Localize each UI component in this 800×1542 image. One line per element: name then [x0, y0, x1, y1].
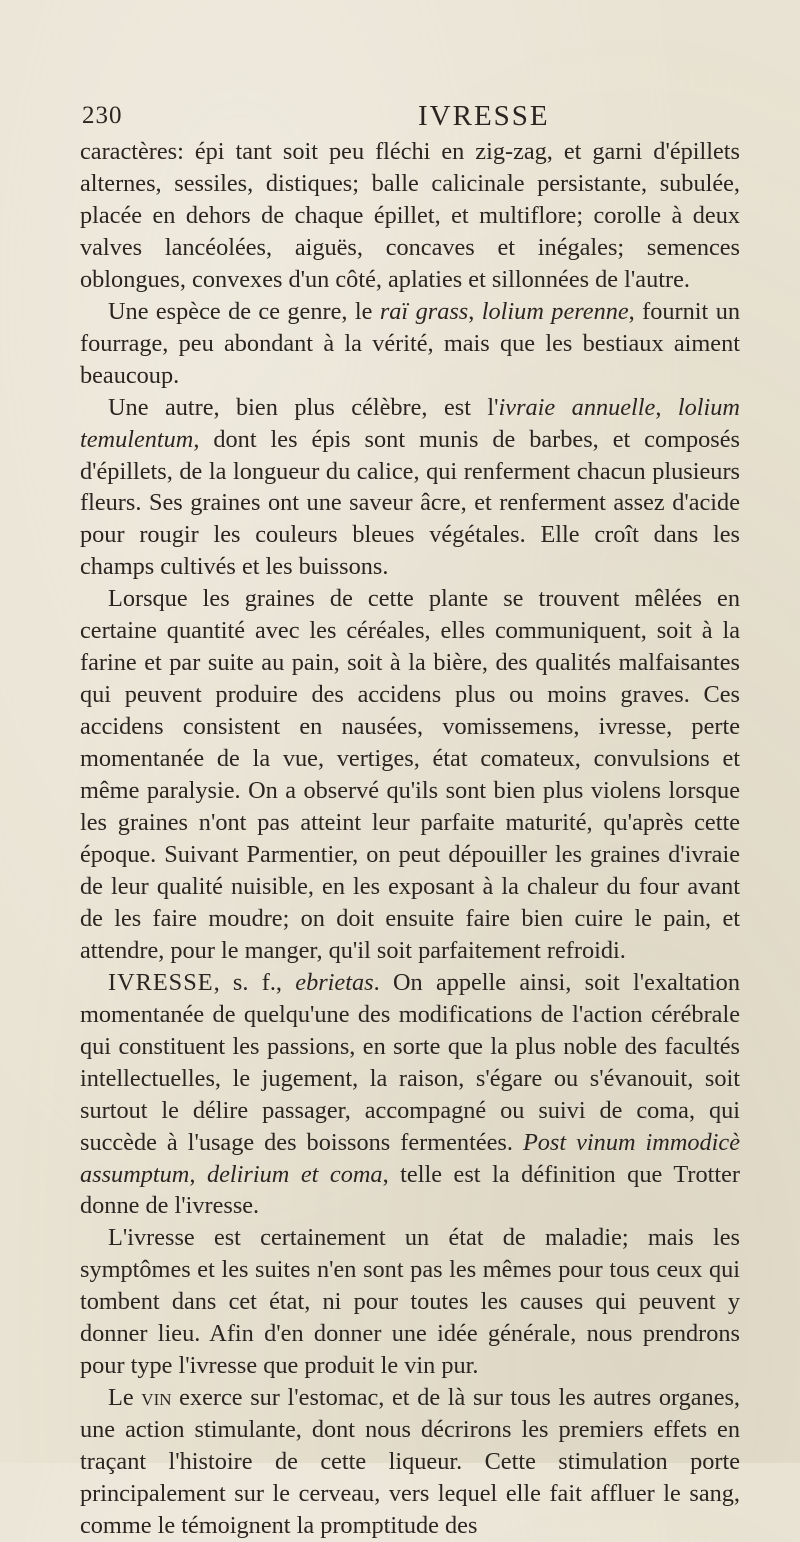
paragraph-text: Le [108, 1384, 142, 1412]
body-text [80, 136, 740, 1542]
entry-headword: IVRESSE [108, 968, 214, 996]
paragraph-vin [80, 1382, 740, 1542]
paragraph-text: L'ivresse est certainement un état de maladie; mais les symptômes et les suites n'en sont pas les mêmes pour tous ceux qui tombent dans cet état, ni pour toutes les causes qui peuvent y donner lieu. Afin d'en donner une idée générale, nous prendrons pour type l'ivresse que produit le vin pur. [80, 1224, 740, 1380]
paragraph-text: exerce sur l'estomac, et de là sur tous les autres organes, une action stimulante, dont nous décrirons les premiers effets en traçant l'histoire de cette liqueur. Cette stimulation porte principalement sur le cerveau, vers lequel elle fait affluer le sang, comme le témoignent la promptitude des [80, 1384, 741, 1539]
paragraph-accidens [80, 583, 740, 966]
paragraph-ivresse-entry [80, 967, 740, 1223]
page-number: 230 [82, 102, 123, 129]
paragraph-text: caractères: épi tant soit peu fléchi en zig-zag, et garni d'épillets alternes, sessiles, distiques; balle calicinale persistante, subulée, placée en dehors de chaque épillet, et multiflore; corolle à deux valves lancéolées, aiguës, concaves et inégales; semences oblongues, convexes d'un côté, aplaties et sillonnées de l'autre. [80, 138, 740, 293]
italic-term: raï grass [379, 297, 469, 325]
italic-latin-quote: Post vinum immodicè assumptum, delirium et coma [80, 1128, 740, 1188]
paragraph-maladie [80, 1222, 740, 1382]
paragraph-text: Une autre, bien plus célèbre, est l' [108, 393, 499, 421]
paragraph-text: , [655, 393, 678, 421]
paragraph-text: , dont les épis sont munis de barbes, et composés d'épillets, de la longueur du calice, qui renferment chacun plusieurs fleurs. Ses graines ont une saveur âcre, et renferment assez d'acide pour rougir les couleurs bleues végétales. Elle croît dans les champs cultivés et les buissons. [80, 425, 740, 581]
italic-latin-name: lolium temulentum [80, 393, 740, 453]
italic-latin-term: ebrietas [295, 968, 374, 996]
italic-latin-name: lolium perenne [481, 297, 629, 325]
paragraph-text: , telle est la définition que Trotter donne de l'ivresse. [80, 1160, 740, 1220]
paragraph-continuation [80, 136, 740, 296]
paragraph-text: Une espèce de ce genre, le [108, 297, 380, 325]
page-header [80, 100, 740, 136]
paragraph-rai-grass [80, 296, 740, 392]
paragraph-text: , [468, 297, 482, 325]
paragraph-ivraie [80, 392, 740, 584]
paragraph-text: . On appelle ainsi, soit l'exaltation momentanée de quelqu'une des modifications de l'action cérébrale qui constituent les passions, en sorte que la plus noble des facultés intellectuelles, le jugement, la raison, s'égare ou s'évanouit, soit surtout le délire passager, accompagné ou suivi de coma, qui succède à l'usage des boissons fermentées. [80, 968, 740, 1156]
paragraph-text: Lorsque les graines de cette plante se trouvent mêlées en certaine quantité avec les céréales, elles communiquent, soit à la farine et par suite au pain, soit à la bière, des qualités malfaisantes qui peuvent produire des accidens plus ou moins graves. Ces accidens consistent en nausées, vomissemens, ivresse, perte momentanée de la vue, vertiges, état comateux, convulsions et même paralysie. On a observé qu'ils sont bien plus violens lorsque les graines n'ont pas atteint leur parfaite maturité, qu'après cette époque. Suivant Parmentier, on peut dépouiller les graines d'ivraie de leur qualité nuisible, en les exposant à la chaleur du four avant de les faire moudre; on doit ensuite faire bien cuire le pain, et attendre, pour le manger, qu'il soit parfaitement refroidi. [80, 585, 740, 964]
italic-term: ivraie annuelle [498, 393, 656, 421]
paragraph-text: , fournit un fourrage, peu abondant à la vérité, mais que les bestiaux aiment beaucoup. [80, 297, 741, 389]
small-caps-term: vin [141, 1384, 172, 1412]
running-head: IVRESSE [418, 100, 550, 132]
paragraph-text: , s. f., [213, 968, 296, 996]
